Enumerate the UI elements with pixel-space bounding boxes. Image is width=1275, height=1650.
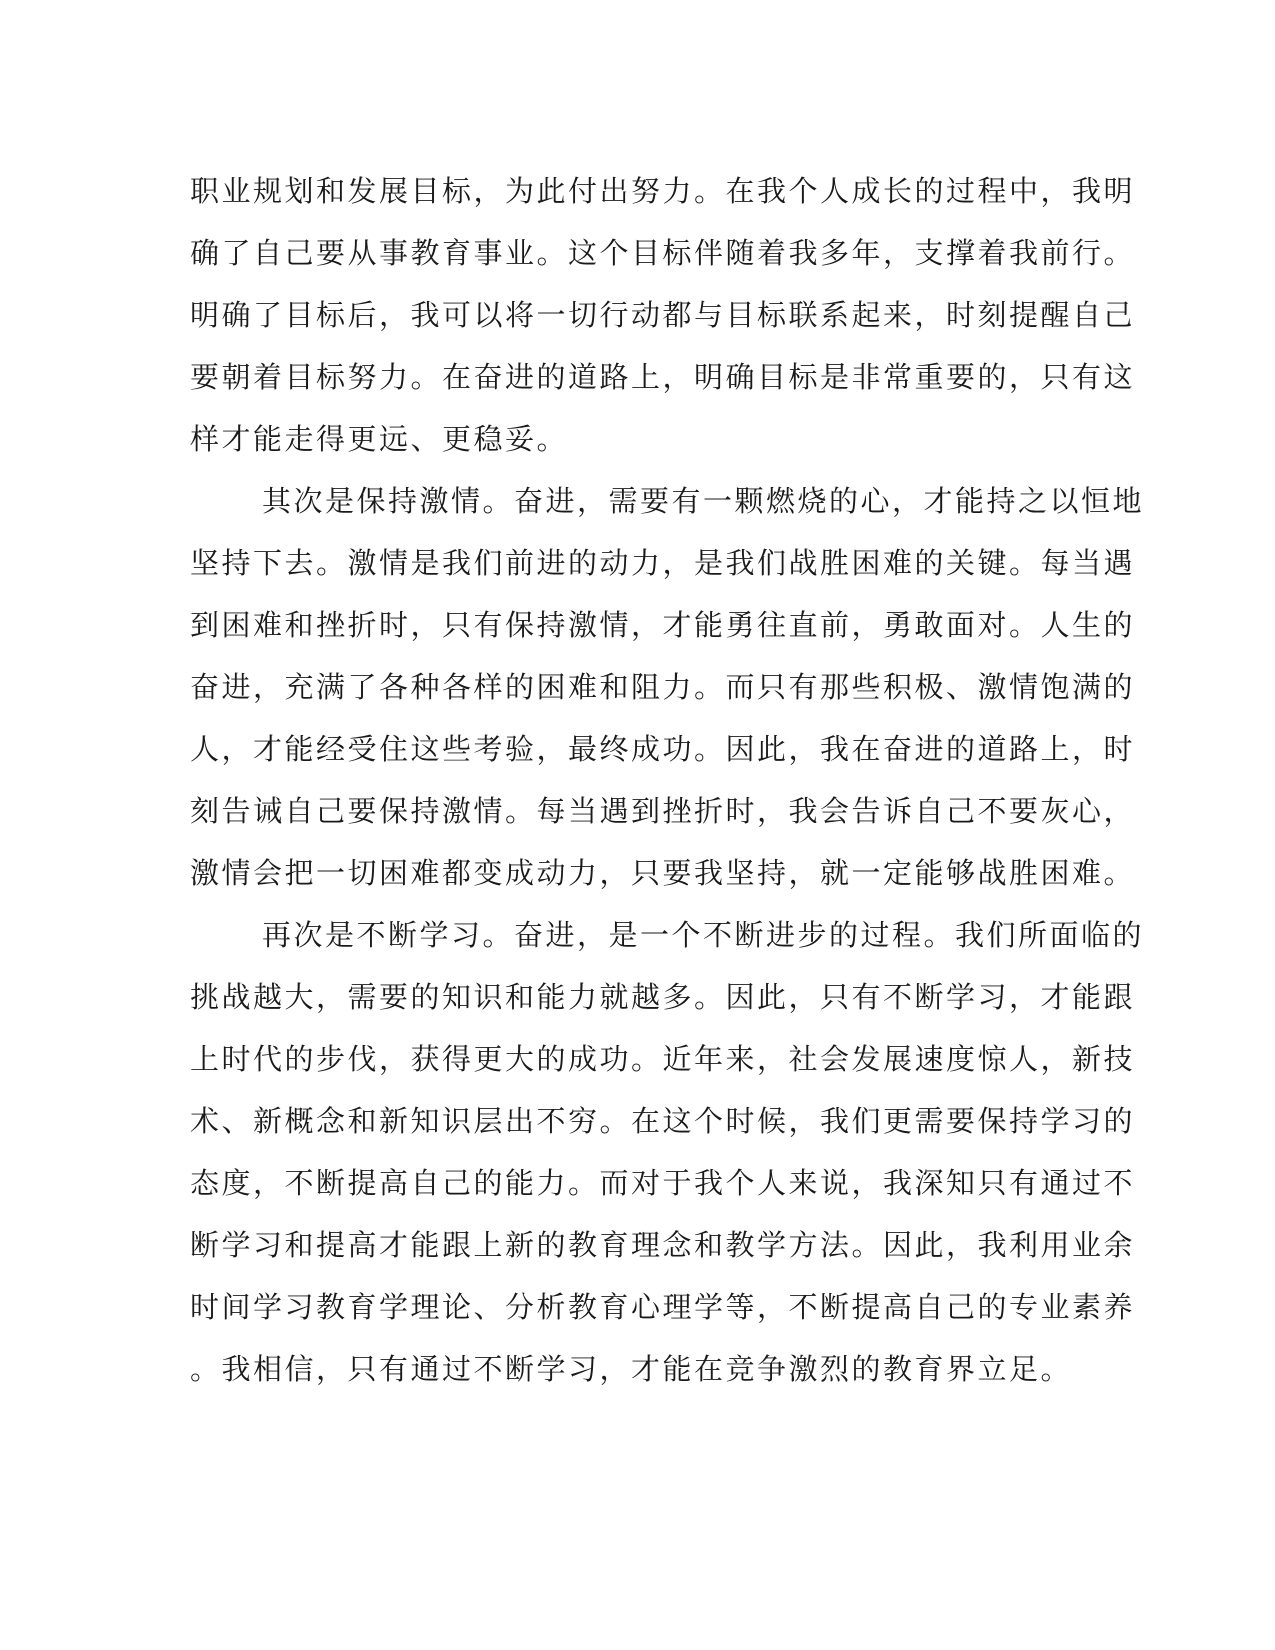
text-line: 职业规划和发展目标，为此付出努力。在我个人成长的过程中，我明 [190,174,1136,208]
text-line: 到困难和挫折时，只有保持激情，才能勇往直前，勇敢面对。人生的 [190,608,1136,642]
text-line: 态度，不断提高自己的能力。而对于我个人来说，我深知只有通过不 [190,1166,1136,1200]
text-line: 时间学习教育学理论、分析教育心理学等，不断提高自己的专业素养 [190,1290,1136,1324]
text-line: 刻告诫自己要保持激情。每当遇到挫折时，我会告诉自己不要灰心， [190,794,1136,828]
text-line: 上时代的步伐，获得更大的成功。近年来，社会发展速度惊人，新技 [190,1042,1136,1076]
text-line: 挑战越大，需要的知识和能力就越多。因此，只有不断学习，才能跟 [190,980,1136,1014]
text-line: 奋进，充满了各种各样的困难和阻力。而只有那些积极、激情饱满的 [190,670,1136,704]
text-line: 其次是保持激情。奋进，需要有一颗燃烧的心，才能持之以恒地 [262,484,1145,518]
document-body [190,160,1145,1400]
paragraph [190,470,1145,904]
paragraph [190,160,1136,470]
text-line: 术、新概念和新知识层出不穷。在这个时候，我们更需要保持学习的 [190,1104,1136,1138]
paragraph [190,904,1145,1400]
text-line: 人，才能经受住这些考验，最终成功。因此，我在奋进的道路上，时 [190,732,1136,766]
text-line: 明确了目标后，我可以将一切行动都与目标联系起来，时刻提醒自己 [190,298,1136,332]
text-line: 。我相信，只有通过不断学习，才能在竞争激烈的教育界立足。 [190,1352,1073,1386]
text-line: 样才能走得更远、更稳妥。 [190,422,569,456]
text-line: 要朝着目标努力。在奋进的道路上，明确目标是非常重要的，只有这 [190,360,1136,394]
text-line: 确了自己要从事教育事业。这个目标伴随着我多年，支撑着我前行。 [190,236,1136,270]
text-line: 再次是不断学习。奋进，是一个不断进步的过程。我们所面临的 [262,918,1145,952]
text-line: 坚持下去。激情是我们前进的动力，是我们战胜困难的关键。每当遇 [190,546,1136,580]
text-line: 激情会把一切困难都变成动力，只要我坚持，就一定能够战胜困难。 [190,856,1136,890]
text-line: 断学习和提高才能跟上新的教育理念和教学方法。因此，我利用业余 [190,1228,1136,1262]
